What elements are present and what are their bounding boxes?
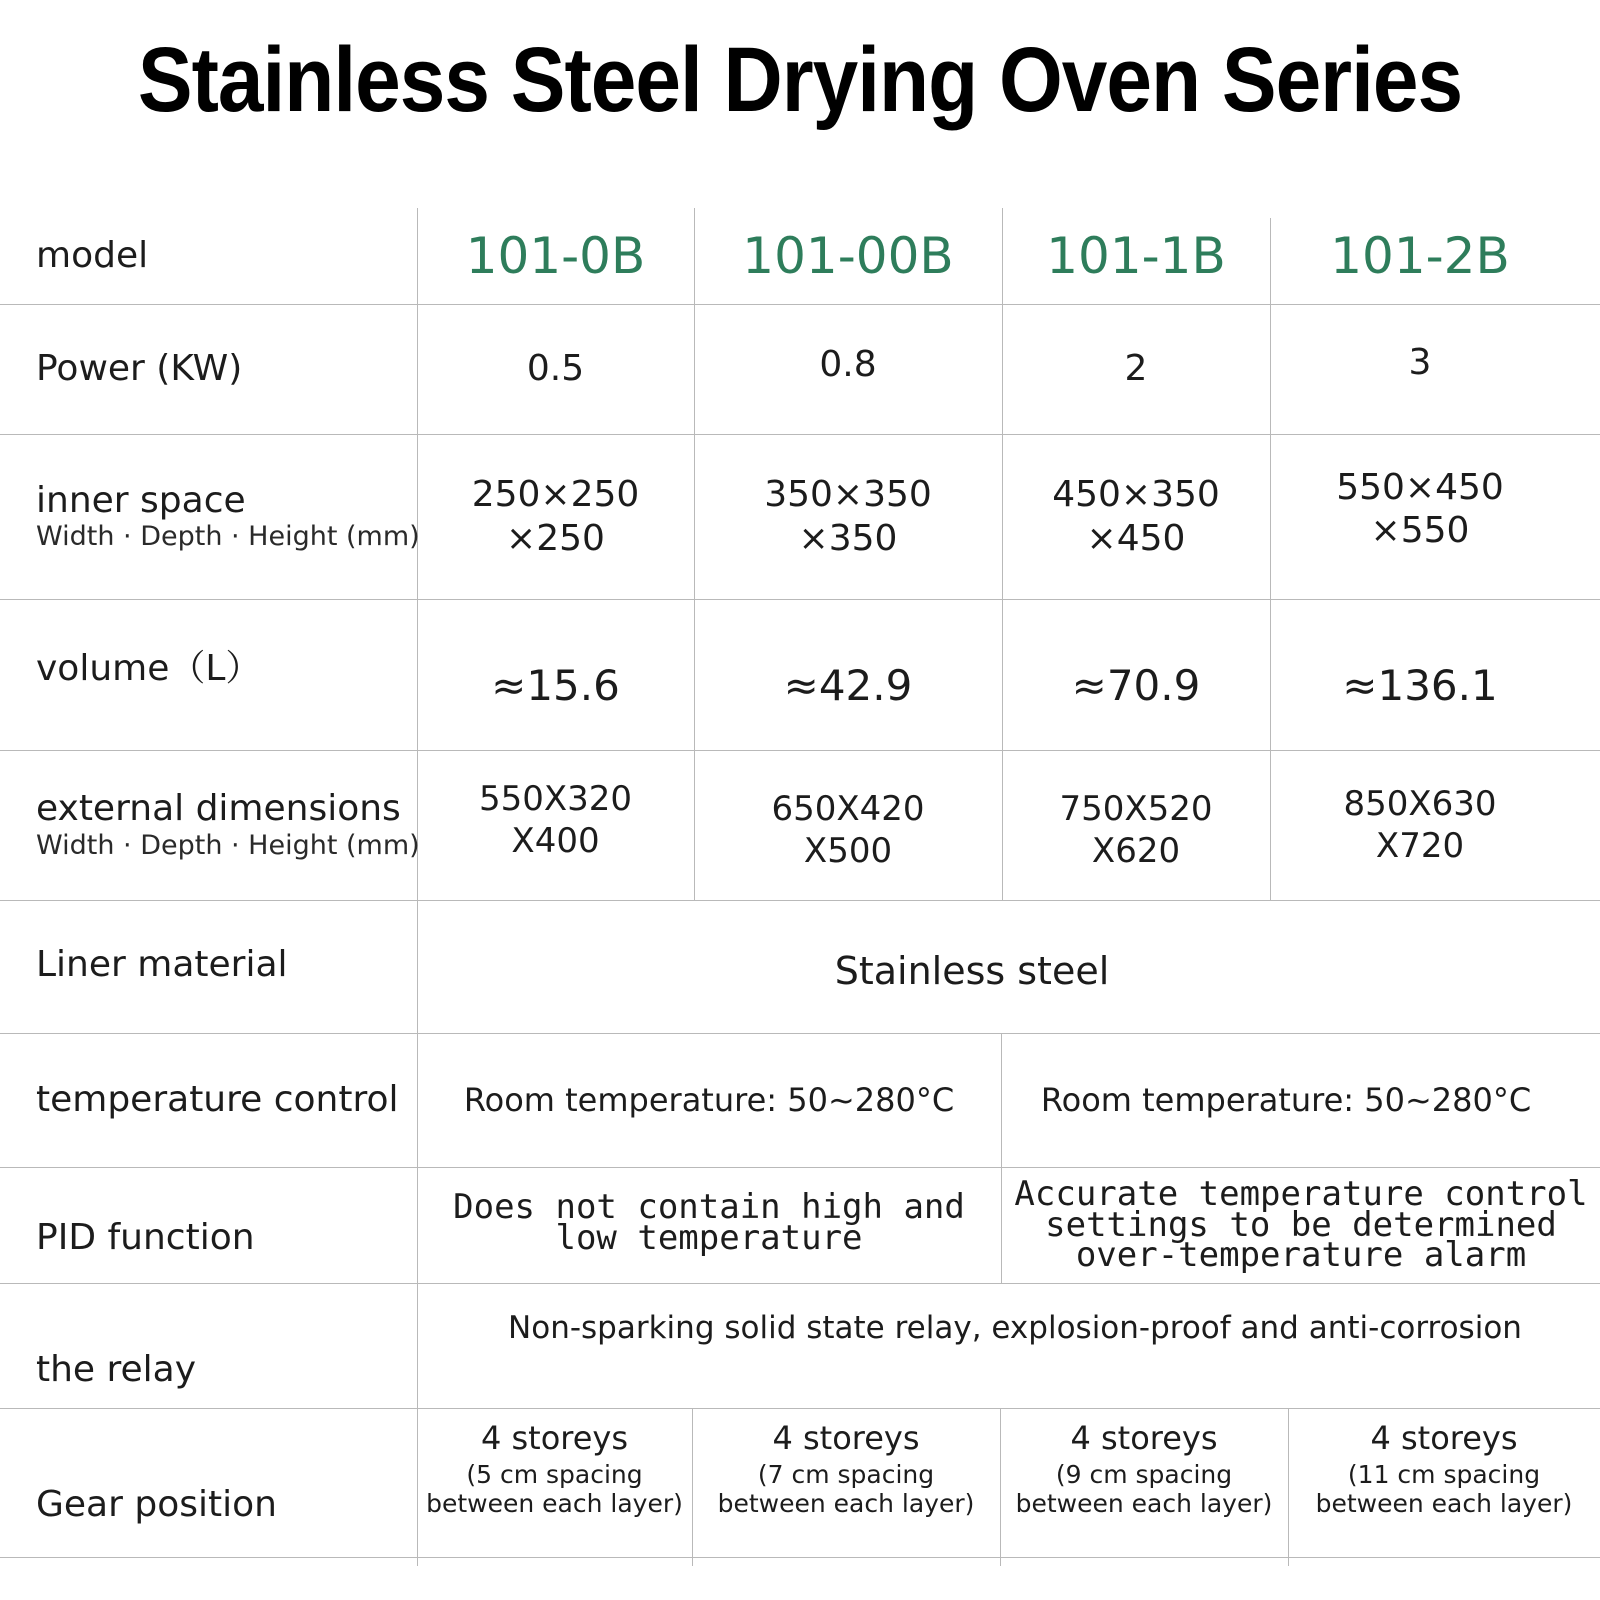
row-label-inner-space	[36, 434, 420, 599]
volume-cell	[417, 610, 694, 760]
gear-storeys: 4 storeys	[1370, 1419, 1518, 1457]
volume-cell	[1270, 610, 1570, 760]
dimension-line: X620	[1091, 831, 1181, 871]
label-text: Gear position	[36, 1484, 277, 1526]
power-cell	[417, 304, 694, 434]
label-text: model	[36, 235, 149, 277]
dimension-line: 250×250	[471, 474, 640, 516]
dimension-line: 650X420	[771, 788, 925, 829]
volume-cell	[1002, 610, 1270, 760]
label-text: PID function	[36, 1216, 255, 1258]
label-text: volume（L）	[36, 648, 262, 690]
inner-space-cell	[417, 434, 694, 599]
row-label-pid-function	[36, 1175, 255, 1300]
row-label-liner-material	[36, 900, 288, 1030]
dimension-line: 450×350	[1052, 474, 1220, 516]
volume-value: ≈70.9	[1071, 660, 1201, 710]
pid-cell	[1001, 1167, 1600, 1283]
label-text: inner space	[36, 479, 246, 521]
dimension-line: X720	[1375, 826, 1465, 866]
model-name: 101-2B	[1330, 227, 1510, 285]
dimension-line: ×350	[798, 517, 898, 559]
power-cell	[694, 304, 1002, 426]
label-subtext: Width · Depth · Height (mm)	[36, 521, 420, 552]
dimension-line: ×250	[506, 517, 605, 559]
dimension-line: ×450	[1086, 517, 1186, 559]
gear-spacing: between each layer)	[1315, 1488, 1573, 1518]
inner-space-cell	[1002, 434, 1270, 599]
volume-cell	[694, 610, 1002, 760]
dimension-line: 550X320	[478, 778, 633, 819]
gear-storeys: 4 storeys	[480, 1419, 629, 1457]
power-value: 2	[1124, 348, 1148, 390]
temperature-value: Room temperature: 50~280°C	[1040, 1081, 1532, 1119]
model-cell	[694, 208, 1002, 304]
row-label-temperature-control	[36, 1033, 399, 1167]
pid-line: Accurate temperature control	[1014, 1174, 1588, 1215]
row-label-model	[36, 208, 148, 304]
liner-value: Stainless steel	[834, 948, 1110, 993]
power-cell	[1002, 304, 1270, 434]
row-label-external-dimensions	[36, 760, 420, 890]
inner-space-cell	[1270, 434, 1570, 584]
row-label-volume	[36, 599, 261, 739]
dimension-line: 750X520	[1059, 788, 1213, 829]
volume-value: ≈42.9	[783, 660, 913, 710]
model-name: 101-0B	[465, 227, 646, 285]
gear-cell	[1288, 1416, 1600, 1546]
label-text: external dimensions	[36, 788, 401, 830]
gear-cell	[1000, 1416, 1288, 1546]
temperature-cell	[1001, 1033, 1571, 1167]
volume-value: ≈136.1	[1342, 660, 1498, 710]
inner-space-cell	[694, 434, 1002, 599]
model-name: 101-00B	[742, 227, 954, 285]
pid-line: over-temperature alarm	[1075, 1235, 1527, 1276]
gear-storeys: 4 storeys	[1070, 1419, 1218, 1457]
gear-spacing: between each layer)	[717, 1488, 975, 1518]
pid-line: settings to be determined	[1045, 1204, 1557, 1245]
row-label-power	[36, 304, 242, 434]
label-text: temperature control	[36, 1079, 399, 1121]
label-text: Liner material	[36, 944, 288, 986]
dimension-line: 850X630	[1343, 783, 1497, 824]
volume-value: ≈15.6	[491, 660, 620, 710]
gear-cell	[692, 1416, 1000, 1546]
row-divider	[0, 1408, 1600, 1409]
label-text: Power (KW)	[36, 348, 243, 390]
gear-storeys: 4 storeys	[772, 1419, 920, 1457]
model-name: 101-1B	[1046, 227, 1226, 285]
external-cell	[417, 750, 694, 890]
gear-cell	[417, 1416, 692, 1546]
page-title: Stainless Steel Drying Oven Series	[137, 29, 1463, 132]
model-cell	[1002, 208, 1270, 304]
gear-spacing: (11 cm spacing	[1347, 1459, 1541, 1489]
dimension-line: X400	[511, 821, 600, 861]
power-value: 0.8	[819, 344, 877, 386]
external-cell	[1270, 755, 1570, 895]
pid-line: Does not contain high and	[453, 1187, 965, 1228]
row-label-relay	[36, 1310, 196, 1430]
external-cell	[1002, 760, 1270, 900]
temperature-cell	[417, 1033, 1001, 1167]
external-cell	[694, 760, 1002, 900]
gear-spacing: (7 cm spacing	[757, 1459, 935, 1489]
liner-cell	[417, 905, 1527, 1038]
dimension-line: X500	[803, 831, 893, 871]
label-text: the relay	[36, 1349, 197, 1391]
dimension-line: 350×350	[764, 474, 932, 516]
gear-spacing: between each layer)	[1015, 1488, 1273, 1518]
temperature-value: Room temperature: 50~280°C	[463, 1081, 955, 1119]
gear-spacing: (5 cm spacing	[466, 1459, 643, 1489]
model-cell	[417, 208, 694, 304]
dimension-line: 550×450	[1336, 466, 1504, 508]
power-cell	[1270, 304, 1570, 422]
model-cell	[1270, 208, 1570, 304]
pid-cell	[417, 1167, 1001, 1279]
gear-spacing: (9 cm spacing	[1055, 1459, 1233, 1489]
pid-line: low temperature	[555, 1218, 863, 1258]
power-value: 0.5	[526, 348, 585, 390]
relay-cell	[440, 1283, 1590, 1373]
dimension-line: ×550	[1370, 510, 1470, 551]
label-subtext: Width · Depth · Height (mm)	[36, 829, 420, 861]
power-value: 3	[1408, 342, 1432, 384]
row-label-gear-position	[36, 1445, 277, 1565]
gear-spacing: between each layer)	[426, 1488, 683, 1518]
relay-value: Non-sparking solid state relay, explosion-proof and anti-corrosion	[508, 1309, 1522, 1346]
